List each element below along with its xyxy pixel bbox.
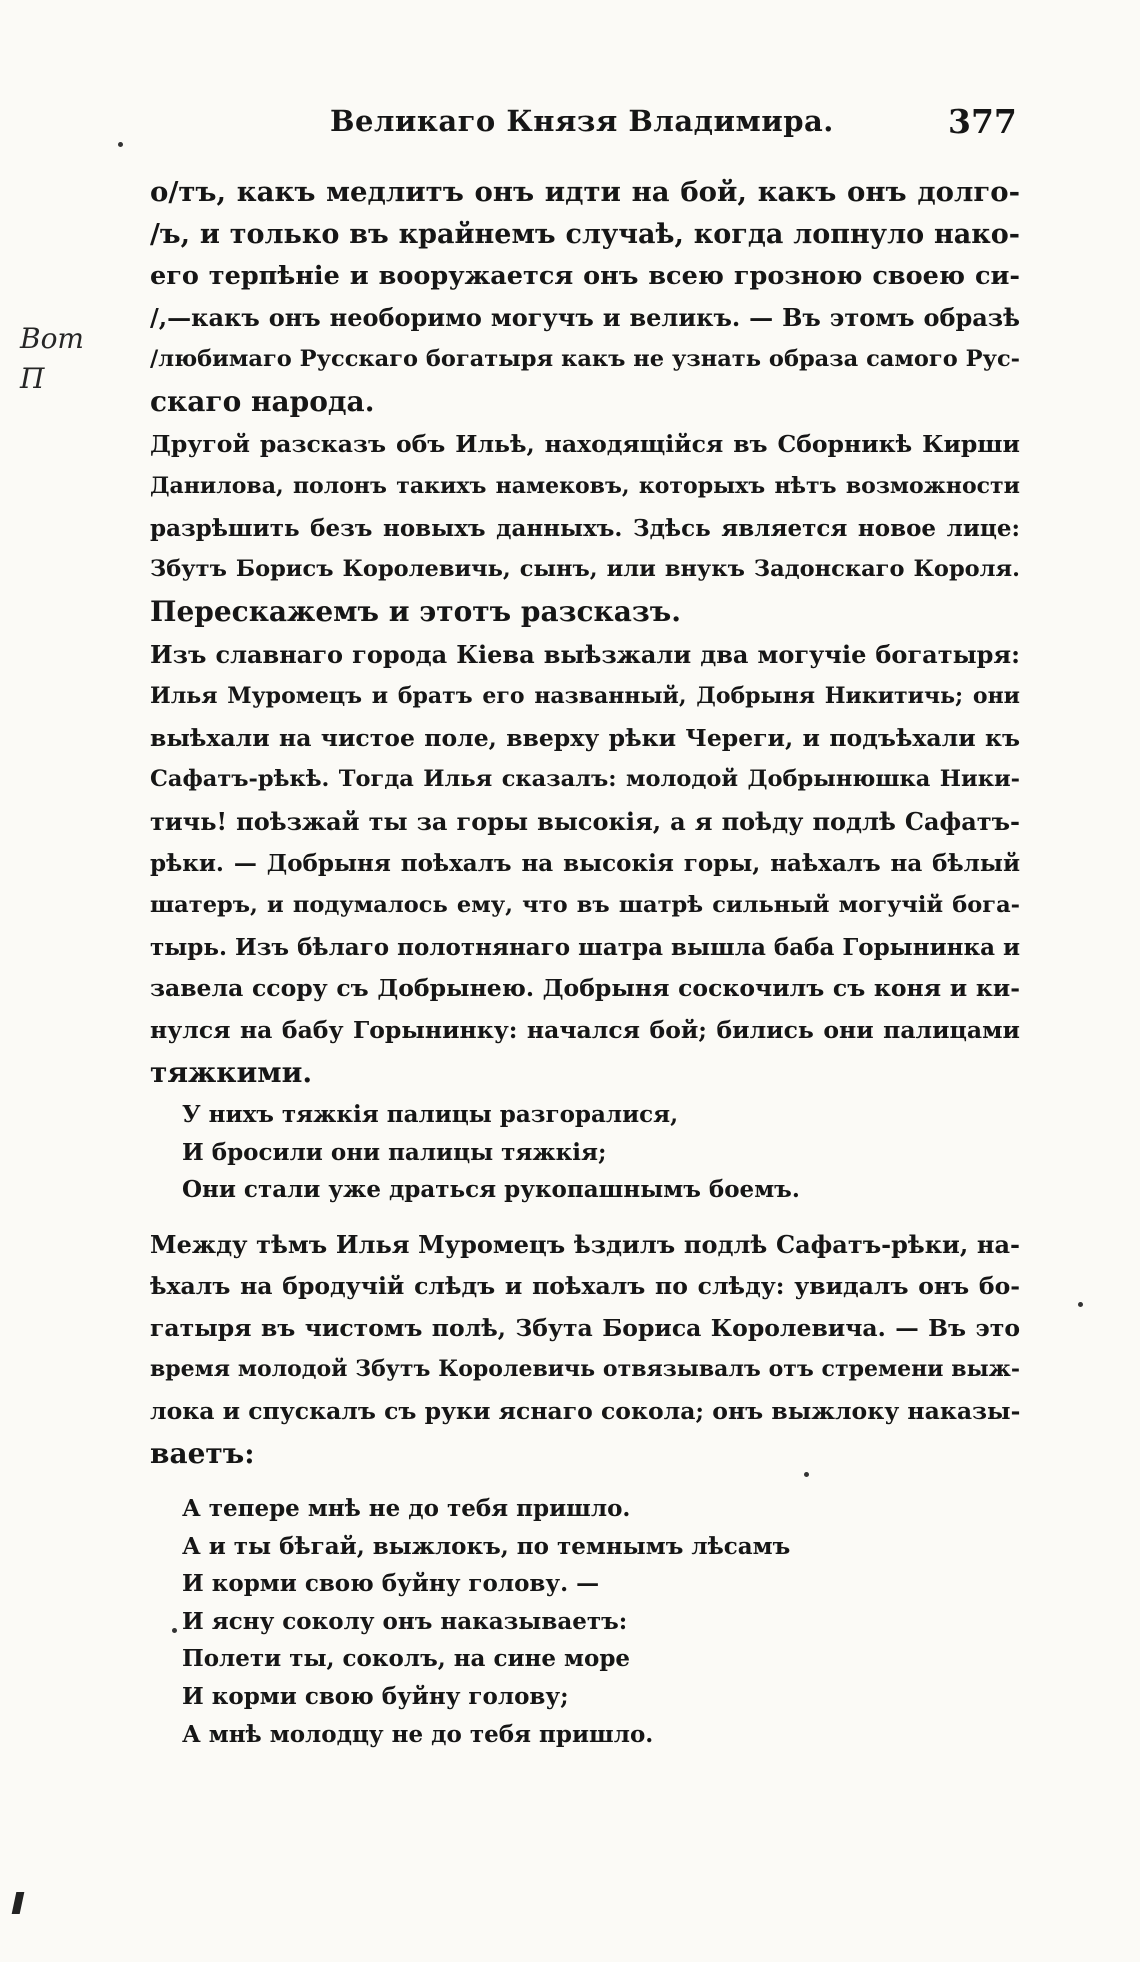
text-line: лока и спускалъ съ руки яснаго сокола; онъ выжлоку наказы-: [150, 1397, 1021, 1426]
page-header: [0, 104, 1140, 148]
ink-speck: [1078, 1302, 1083, 1307]
paragraph-2: [150, 424, 1020, 633]
running-title: Великаго Князя Владимира.: [330, 104, 834, 138]
text-line: тырь. Изъ бѣлаго полотнянаго шатра вышла баба Горынинка и: [150, 933, 1021, 961]
ink-speck: [118, 142, 123, 147]
text-line: Данилова, полонъ такихъ намековъ, которыхъ нѣтъ возможности: [150, 472, 1020, 499]
text-line: Илья Муромецъ и братъ его названный, Добрыня Никитичь; они: [150, 682, 1020, 709]
text-line: скаго народа.: [150, 384, 375, 418]
margin-note-vot: Вот: [20, 322, 84, 355]
verse-line: А и ты бѣгай, выжлокъ, по темнымъ лѣсамъ: [182, 1532, 791, 1560]
verse-line: И бросили они палицы тяжкія;: [182, 1138, 607, 1166]
text-line: Другой разсказъ объ Ильѣ, находящійся въ Сборникѣ Кирши: [150, 430, 1020, 458]
text-line: рѣки. — Добрыня поѣхалъ на высокія горы, наѣхалъ на бѣлый: [150, 849, 1020, 877]
verse-line: И корми свою буйну голову;: [182, 1682, 569, 1710]
text-line: Перескажемъ и этотъ разсказъ.: [150, 595, 681, 629]
text-line: разрѣшить безъ новыхъ данныхъ. Здѣсь является новое лице:: [150, 514, 1020, 542]
ink-speck: [804, 1472, 809, 1477]
page-number: 377: [948, 102, 1017, 141]
verse-line: А мнѣ молодцу не до тебя пришло.: [182, 1720, 654, 1748]
text-line: шатеръ, и подумалось ему, что въ шатрѣ сильный могучій бога-: [150, 891, 1020, 918]
paragraph-3: [150, 634, 1020, 1094]
margin-note-p: П: [20, 362, 45, 395]
text-line: /любимаго Русскаго богатыря какъ не узнать образа самого Рус-: [150, 346, 1020, 373]
text-line: завела ссору съ Добрынею. Добрыня соскочилъ съ коня и ки-: [150, 974, 1020, 1003]
text-line: время молодой Збутъ Королевичь отвязывалъ отъ стремени выж-: [150, 1356, 1020, 1383]
verse-2: [182, 1490, 902, 1753]
verse-line: И корми свою буйну голову. —: [182, 1570, 600, 1598]
paragraph-1: [150, 172, 1020, 423]
text-line: Изъ славнаго города Кіева выѣзжали два могучіе богатыря:: [150, 640, 1020, 669]
text-line: его терпѣніе и вооружается онъ всею грозною своею си-: [150, 260, 1020, 291]
ink-speck: [172, 1628, 177, 1633]
text-line: гатыря въ чистомъ полѣ, Збута Бориса Королевича. — Въ это: [150, 1313, 1020, 1342]
ink-mark: [12, 1892, 25, 1914]
verse-1: [182, 1096, 902, 1209]
text-line: /ъ, и только въ крайнемъ случаѣ, когда лопнуло нако-: [150, 218, 1020, 250]
verse-line: А тепере мнѣ не до тебя пришло.: [182, 1495, 631, 1522]
text-line: тяжкими.: [150, 1055, 313, 1089]
paragraph-4: [150, 1224, 1020, 1475]
text-line: Збутъ Борисъ Королевичь, сынъ, или внукъ Задонскаго Короля.: [150, 556, 1020, 583]
verse-line: У нихъ тяжкія палицы разгоралися,: [182, 1101, 679, 1128]
text-line: /,—какъ онъ необоримо могучъ и великъ. — Въ этомъ образѣ: [150, 303, 1020, 333]
text-line: выѣхали на чистое поле, вверху рѣки Череги, и подъѣхали къ: [150, 723, 1020, 752]
text-line: ваетъ:: [150, 1436, 255, 1470]
text-line: Между тѣмъ Илья Муромецъ ѣздилъ подлѣ Сафатъ-рѣки, на-: [150, 1230, 1020, 1259]
text-line: нулся на бабу Горынинку: начался бой; бились они палицами: [150, 1016, 1020, 1045]
text-line: тичь! поѣзжай ты за горы высокія, а я поѣду подлѣ Сафатъ-: [150, 807, 1020, 837]
text-line: ѣхалъ на бродучій слѣдъ и поѣхалъ по слѣду: увидалъ онъ бо-: [150, 1271, 1020, 1300]
verse-line: И ясну соколу онъ наказываетъ:: [182, 1607, 628, 1635]
text-line: Сафатъ-рѣкѣ. Тогда Илья сказалъ: молодой Добрынюшка Ники-: [150, 766, 1020, 793]
verse-line: Полети ты, соколъ, на сине море: [182, 1645, 631, 1673]
text-line: о/тъ, какъ медлитъ онъ идти на бой, какъ онъ долго-: [150, 176, 1020, 208]
verse-line: Они стали уже драться рукопашнымъ боемъ.: [182, 1176, 800, 1204]
